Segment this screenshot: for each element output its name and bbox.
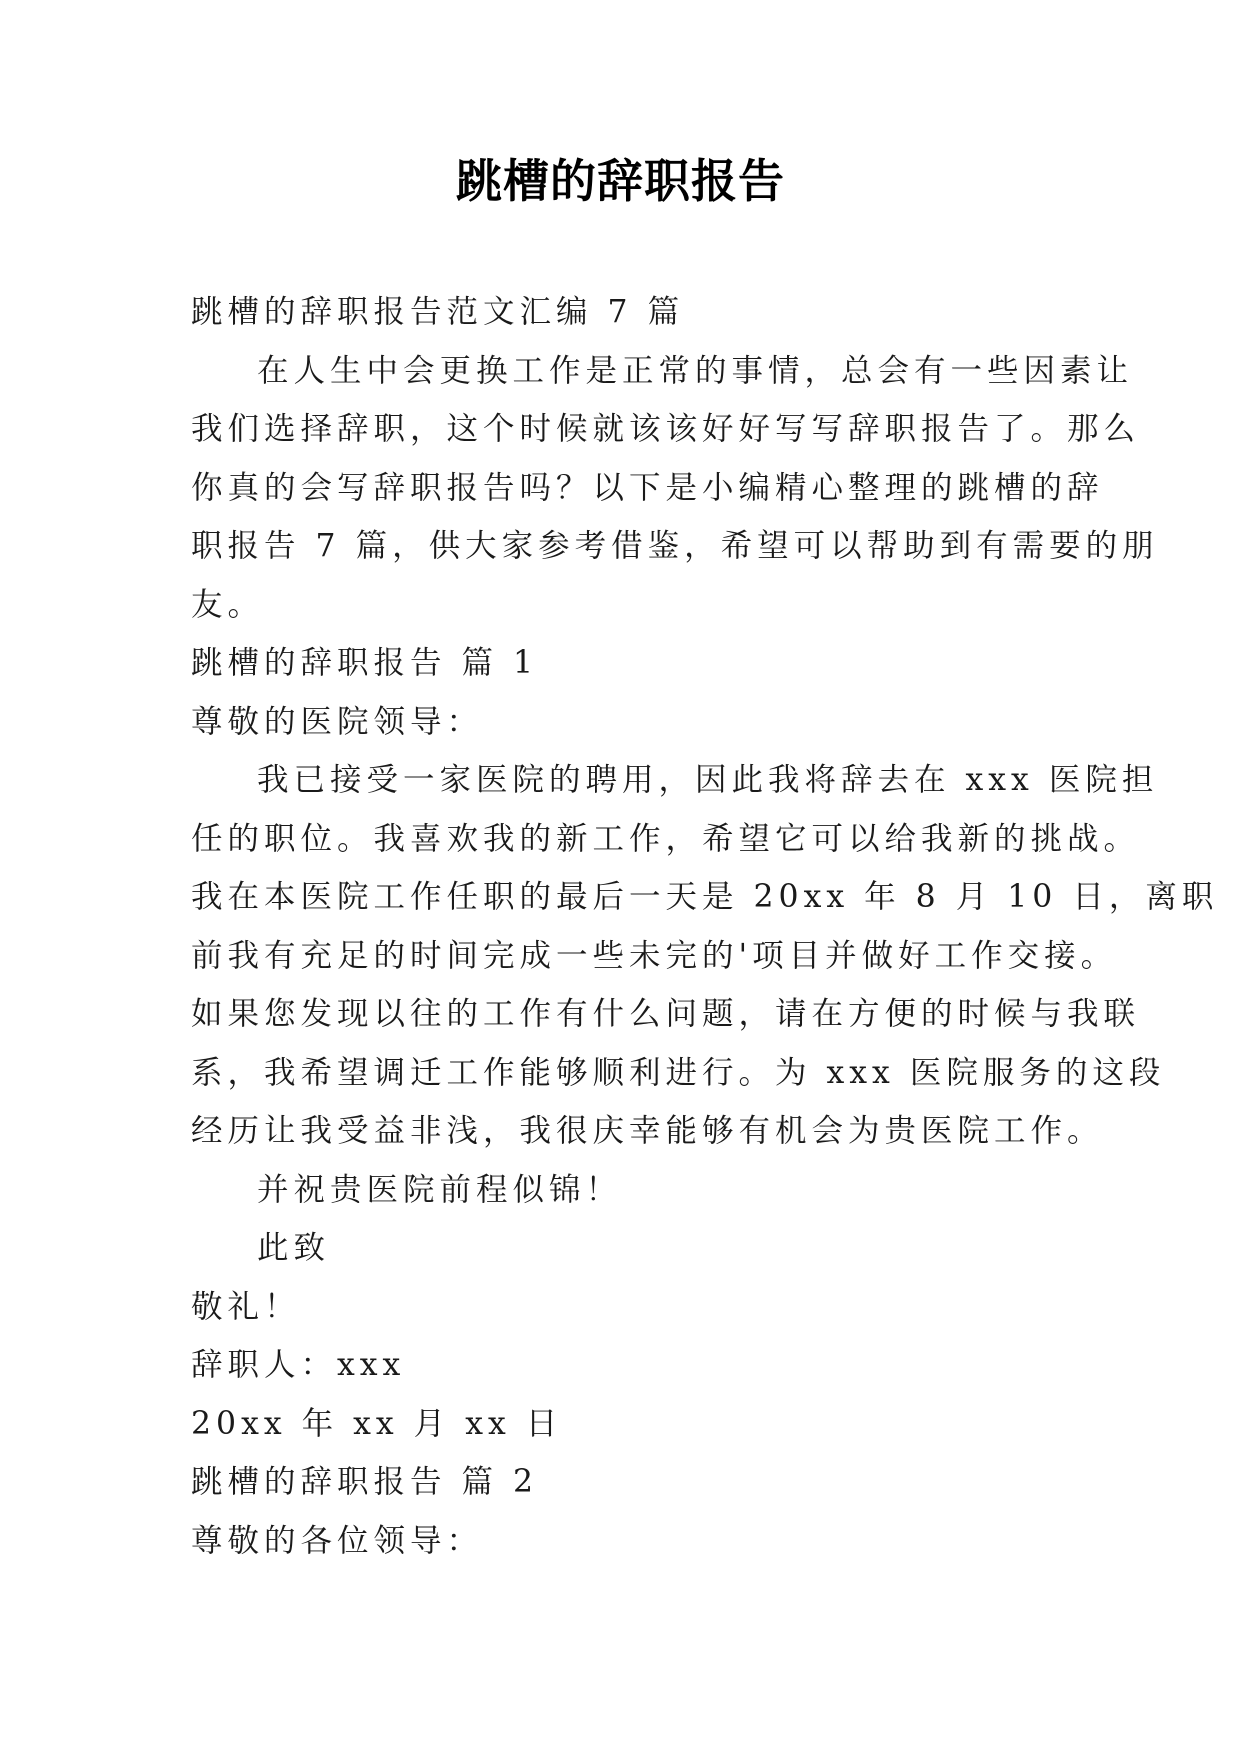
document-title: 跳槽的辞职报告 bbox=[456, 154, 785, 208]
signature-line: 辞职人：xxx bbox=[191, 1347, 406, 1383]
salutation: 尊敬的医院领导： bbox=[191, 703, 484, 740]
body-line: 我在本医院工作任职的最后一天是 20xx 年 8 月 10 日，离职 bbox=[191, 879, 1219, 915]
closing-wish: 并祝贵医院前程似锦！ bbox=[257, 1171, 623, 1208]
body-line: 前我有充足的时间完成一些未完的'项目并做好工作交接。 bbox=[191, 937, 1118, 974]
body-line: 在人生中会更换工作是正常的事情，总会有一些因素让 bbox=[257, 352, 1134, 389]
document-body bbox=[191, 283, 1219, 1570]
body-line: 系，我希望调迁工作能够顺利进行。为 xxx 医院服务的这段 bbox=[191, 1054, 1166, 1091]
body-line: 我已接受一家医院的聘用，因此我将辞去在 xxx 医院担 bbox=[257, 762, 1159, 798]
body-line: 经历让我受益非浅，我很庆幸能够有机会为贵医院工作。 bbox=[191, 1113, 1104, 1149]
date-line: 20xx 年 xx 月 xx 日 bbox=[191, 1405, 563, 1442]
body-line: 我们选择辞职，这个时候就该该好好写写辞职报告了。那么 bbox=[191, 411, 1141, 447]
body-line: 任的职位。我喜欢我的新工作，希望它可以给我新的挑战。 bbox=[191, 820, 1141, 857]
closing-phrase: 此致 bbox=[257, 1230, 331, 1266]
body-line: 你真的会写辞职报告吗？以下是小编精心整理的跳槽的辞 bbox=[191, 469, 1104, 506]
body-line: 如果您发现以往的工作有什么问题，请在方便的时候与我联 bbox=[191, 996, 1141, 1032]
salutation: 尊敬的各位领导： bbox=[191, 1522, 484, 1559]
closing-salute: 敬礼！ bbox=[191, 1288, 301, 1325]
body-line: 友。 bbox=[191, 586, 265, 623]
body-line: 跳槽的辞职报告范文汇编 7 篇 bbox=[191, 294, 685, 330]
section-heading: 跳槽的辞职报告 篇 2 bbox=[191, 1464, 539, 1500]
section-heading: 跳槽的辞职报告 篇 1 bbox=[191, 645, 539, 681]
body-line: 职报告 7 篇，供大家参考借鉴，希望可以帮助到有需要的朋 bbox=[191, 528, 1159, 564]
